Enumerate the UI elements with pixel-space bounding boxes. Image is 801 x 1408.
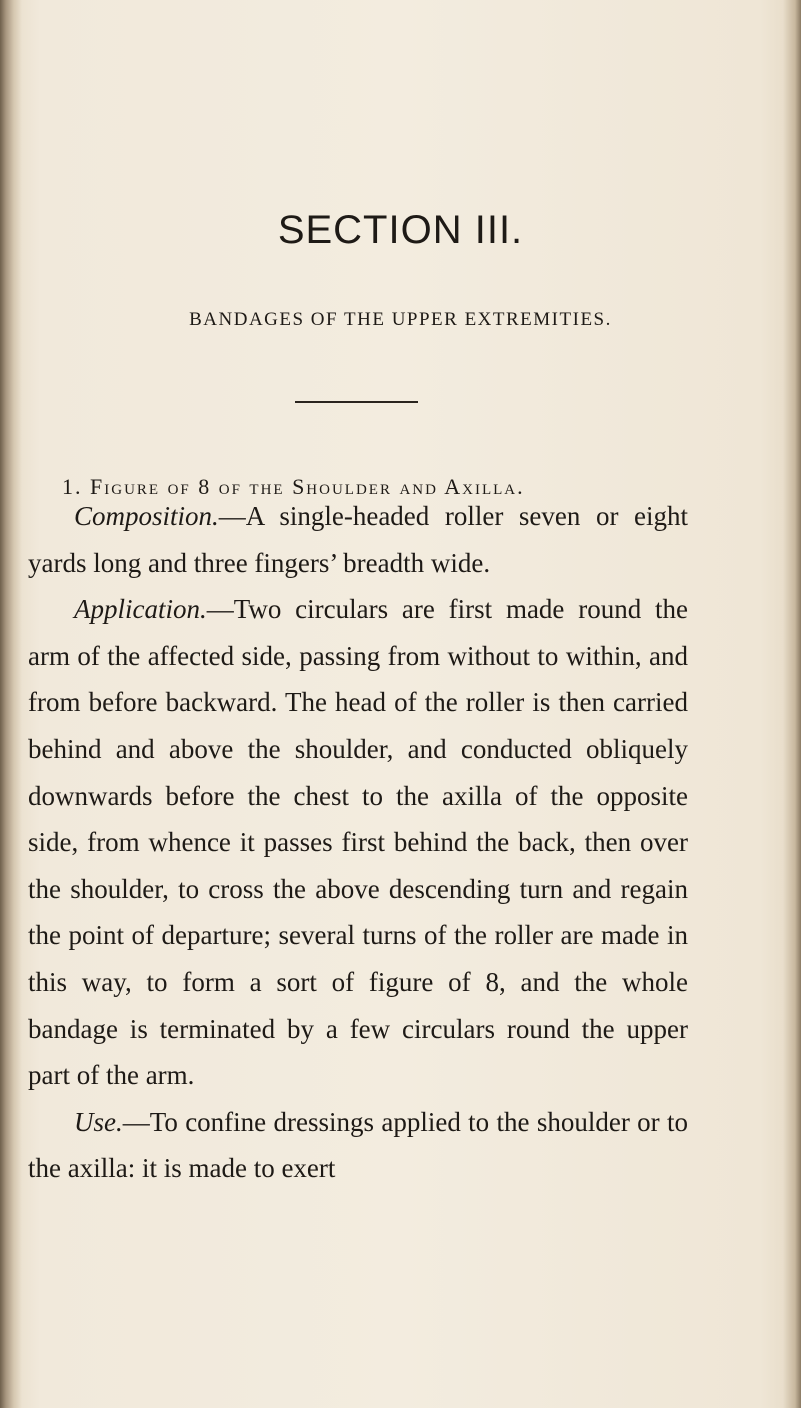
composition-paragraph [28, 493, 688, 586]
use-label: Use. [74, 1106, 123, 1137]
application-text: —Two circulars are first made round the arm of the affected side, passing from without to within, and from before backward. The head of the roller is then carried behind and above the shoulder, and conducted obliquely downwards before the chest to the axilla of the opposite side, from whence it passes first behind the back, then over the shoulder, to cross the above descending turn and regain the point of departure; several turns of the roller are made in this way, to form a sort of figure of 8, and the whole bandage is terminated by a few circulars round the upper part of the arm. [28, 594, 688, 1091]
body-text [28, 493, 688, 1192]
subsection-heading: 1. Figure of 8 of the Shoulder and Axilla. [62, 474, 525, 499]
use-text: —To confine dressings applied to the shoulder or to the axilla: it is made to exert [28, 1106, 688, 1184]
composition-label: Composition. [74, 501, 219, 531]
composition-text: —A single-headed roller seven or eight yards long and three fingers’ breadth wide. [28, 501, 688, 578]
section-title: SECTION III. [277, 208, 524, 252]
use-paragraph [28, 1099, 688, 1192]
divider-rule [295, 401, 418, 403]
section-subtitle: BANDAGES OF THE UPPER EXTREMITIES. [189, 309, 612, 330]
application-paragraph [28, 586, 688, 1099]
application-label: Application. [74, 594, 207, 625]
